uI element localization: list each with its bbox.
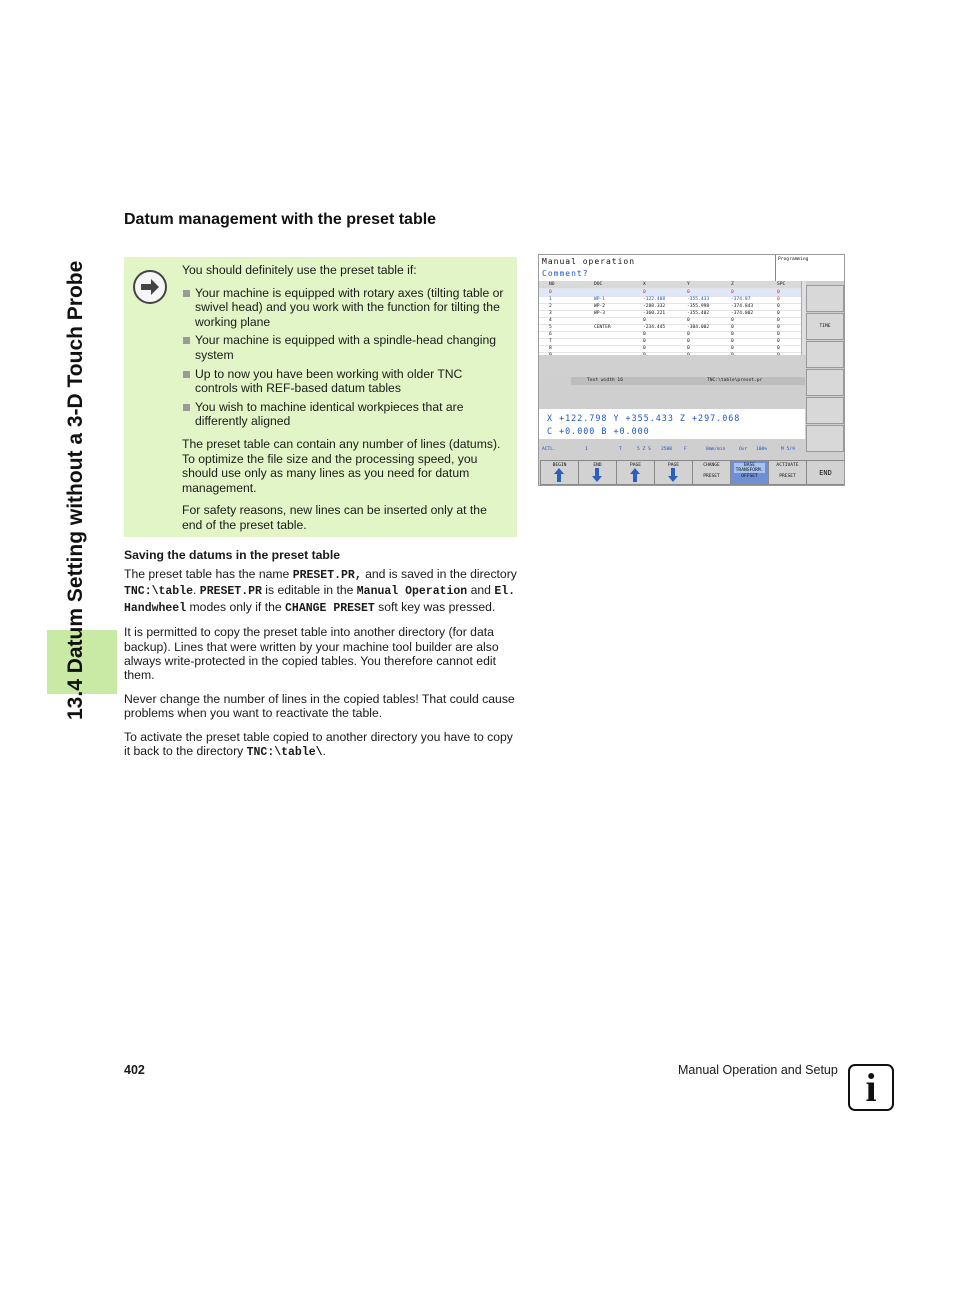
table-cell: -355.998 [687, 304, 710, 309]
table-header [539, 281, 801, 289]
table-cell: 0 [777, 304, 780, 309]
body-paragraph: Never change the number of lines in the copied tables! That could cause problems when you want to reactivate the table. [124, 691, 515, 721]
table-cell: 7 [549, 339, 552, 344]
softkey-activate[interactable]: ACTIVATE PRESET [768, 460, 807, 485]
side-softkey[interactable] [806, 425, 844, 452]
note-box [124, 257, 517, 537]
side-softkey[interactable] [806, 285, 844, 312]
table-cell: -355.433 [687, 297, 710, 302]
table-cell: WP-1 [594, 297, 606, 302]
table-cell: 3 [549, 311, 552, 316]
table-cell: -374.002 [731, 311, 754, 316]
table-cell: 0 [687, 318, 690, 323]
table-cell: 0 [777, 297, 780, 302]
softkey-end[interactable]: END [806, 460, 845, 485]
table-cell: 0 [777, 339, 780, 344]
table-cell: -374.87 [731, 297, 751, 302]
table-cell: 0 [643, 339, 646, 344]
table-cell: -355.402 [687, 311, 710, 316]
position-display [539, 409, 805, 439]
info-icon: i [848, 1064, 894, 1111]
table-cell: 4 [549, 318, 552, 323]
position-line: X +122.798 Y +355.433 Z +297.068 [547, 413, 741, 423]
table-cell: -360.221 [643, 311, 666, 316]
screen-programming-label: Programming [775, 255, 844, 281]
table-cell: 0 [777, 290, 780, 295]
side-softkey[interactable] [806, 369, 844, 396]
table-cell: 0 [687, 339, 690, 344]
list-item: Your machine is equipped with a spindle-head changing system [182, 333, 508, 362]
softkey-base-transform-[interactable]: BASE TRANSFORM. OFFSET [730, 460, 769, 485]
note-list [182, 286, 508, 429]
table-cell: Y [687, 282, 690, 287]
table-cell: 0 [731, 318, 734, 323]
body-paragraph: To activate the preset table copied to another directory you have to copy it back to the directory TNC:\table\. [124, 729, 513, 760]
table-cell: 2 [549, 304, 552, 309]
subsection-title: Saving the datums in the preset table [124, 548, 341, 562]
table-cell: 0 [687, 346, 690, 351]
table-cell: DOC [594, 282, 603, 287]
table-cell: -122.408 [643, 297, 666, 302]
list-item: You wish to machine identical workpieces that are differently aligned [182, 400, 508, 429]
side-softkey[interactable] [806, 397, 844, 424]
table-cell: 0 [687, 290, 690, 295]
table-cell: 8 [549, 346, 552, 351]
softkey-page[interactable]: PAGE [616, 460, 655, 485]
section-title: Datum management with the preset table [124, 211, 437, 228]
body-paragraph: It is permitted to copy the preset table into another directory (for data backup). Lines that were written by your machine tool builder are also always write-protected in the copied tables. You therefore cannot edit them. [124, 625, 499, 683]
table-cell: 0 [777, 332, 780, 337]
side-softkey[interactable]: TIME [806, 313, 844, 340]
table-cell: 0 [731, 339, 734, 344]
table-cell: 1 [549, 297, 552, 302]
note-paragraph: The preset table can contain any number of lines (datums). To optimize the file size and the processing speed, you should use only as many lines as you need for datum management. [182, 436, 501, 495]
table-cell: 0 [687, 332, 690, 337]
table-cell: X [643, 282, 646, 287]
table-cell: 0 [777, 318, 780, 323]
table-cell: 0 [643, 290, 646, 295]
preset-table [539, 281, 805, 355]
table-cell: 0 [549, 290, 552, 295]
table-status-bar: Text width 16 TNC:\table\preset.pr [571, 377, 805, 385]
body-paragraph: The preset table has the name PRESET.PR, and is saved in the directory TNC:\table. PRESET.PR is editable in the Manual Operation and El. Handwheel modes only if the CHANGE PRESET soft key was pressed. [124, 567, 517, 615]
status-display: ACTL. 1 T 5 Z S 2500 F 0mm/min Ovr 100% M 5/9 [542, 447, 795, 452]
chapter-side-title: 13.4 Datum Setting without a 3-D Touch Probe [64, 260, 87, 720]
softkey-change[interactable]: CHANGE PRESET [692, 460, 731, 485]
tnc-screenshot [538, 254, 845, 486]
note-intro: You should definitely use the preset table if: [182, 263, 417, 277]
side-softkey[interactable] [806, 341, 844, 368]
table-cell: Z [731, 282, 734, 287]
list-item: Up to now you have been working with older TNC controls with REF-based datum tables [182, 367, 508, 396]
table-cell: 0 [731, 290, 734, 295]
softkey-end[interactable]: END [578, 460, 617, 485]
table-cell: 6 [549, 332, 552, 337]
screen-header [539, 255, 775, 281]
table-cell: 0 [731, 332, 734, 337]
page-number: 402 [124, 1063, 145, 1077]
table-cell: 0 [731, 346, 734, 351]
table-cell: CENTER [594, 325, 611, 330]
table-cell: 0 [777, 325, 780, 330]
table-cell: 0 [731, 325, 734, 330]
table-cell: WP-2 [594, 304, 606, 309]
table-cell: 0 [643, 346, 646, 351]
table-cell: SPC [777, 282, 786, 287]
table-cell: 0 [643, 332, 646, 337]
footer-chapter: Manual Operation and Setup [678, 1063, 838, 1077]
table-cell: 0 [777, 311, 780, 316]
note-text [182, 263, 508, 541]
position-line: C +0.000 B +0.000 [547, 426, 650, 436]
table-cell: -374.843 [731, 304, 754, 309]
softkey-page[interactable]: PAGE [654, 460, 693, 485]
table-cell: NO [549, 282, 555, 287]
softkey-begin[interactable]: BEGIN [540, 460, 579, 485]
screen-mode: Manual operation [542, 257, 636, 266]
table-cell: -288.332 [643, 304, 666, 309]
table-cell: 0 [643, 318, 646, 323]
table-cell: 0 [777, 346, 780, 351]
list-item: Your machine is equipped with rotary axes (tilting table or swivel head) and you work with the function for tilting the working plane [182, 286, 508, 330]
table-cell: -234.445 [643, 325, 666, 330]
body-text [124, 567, 520, 769]
table-cell: WP-3 [594, 311, 606, 316]
softkey-row [539, 460, 844, 485]
table-cell: 5 [549, 325, 552, 330]
table-cell: -304.002 [687, 325, 710, 330]
vertical-softkeys [805, 285, 843, 459]
arrow-right-icon [133, 270, 167, 304]
screen-comment: Comment? [542, 269, 589, 278]
note-paragraph: For safety reasons, new lines can be inserted only at the end of the preset table. [182, 503, 487, 532]
